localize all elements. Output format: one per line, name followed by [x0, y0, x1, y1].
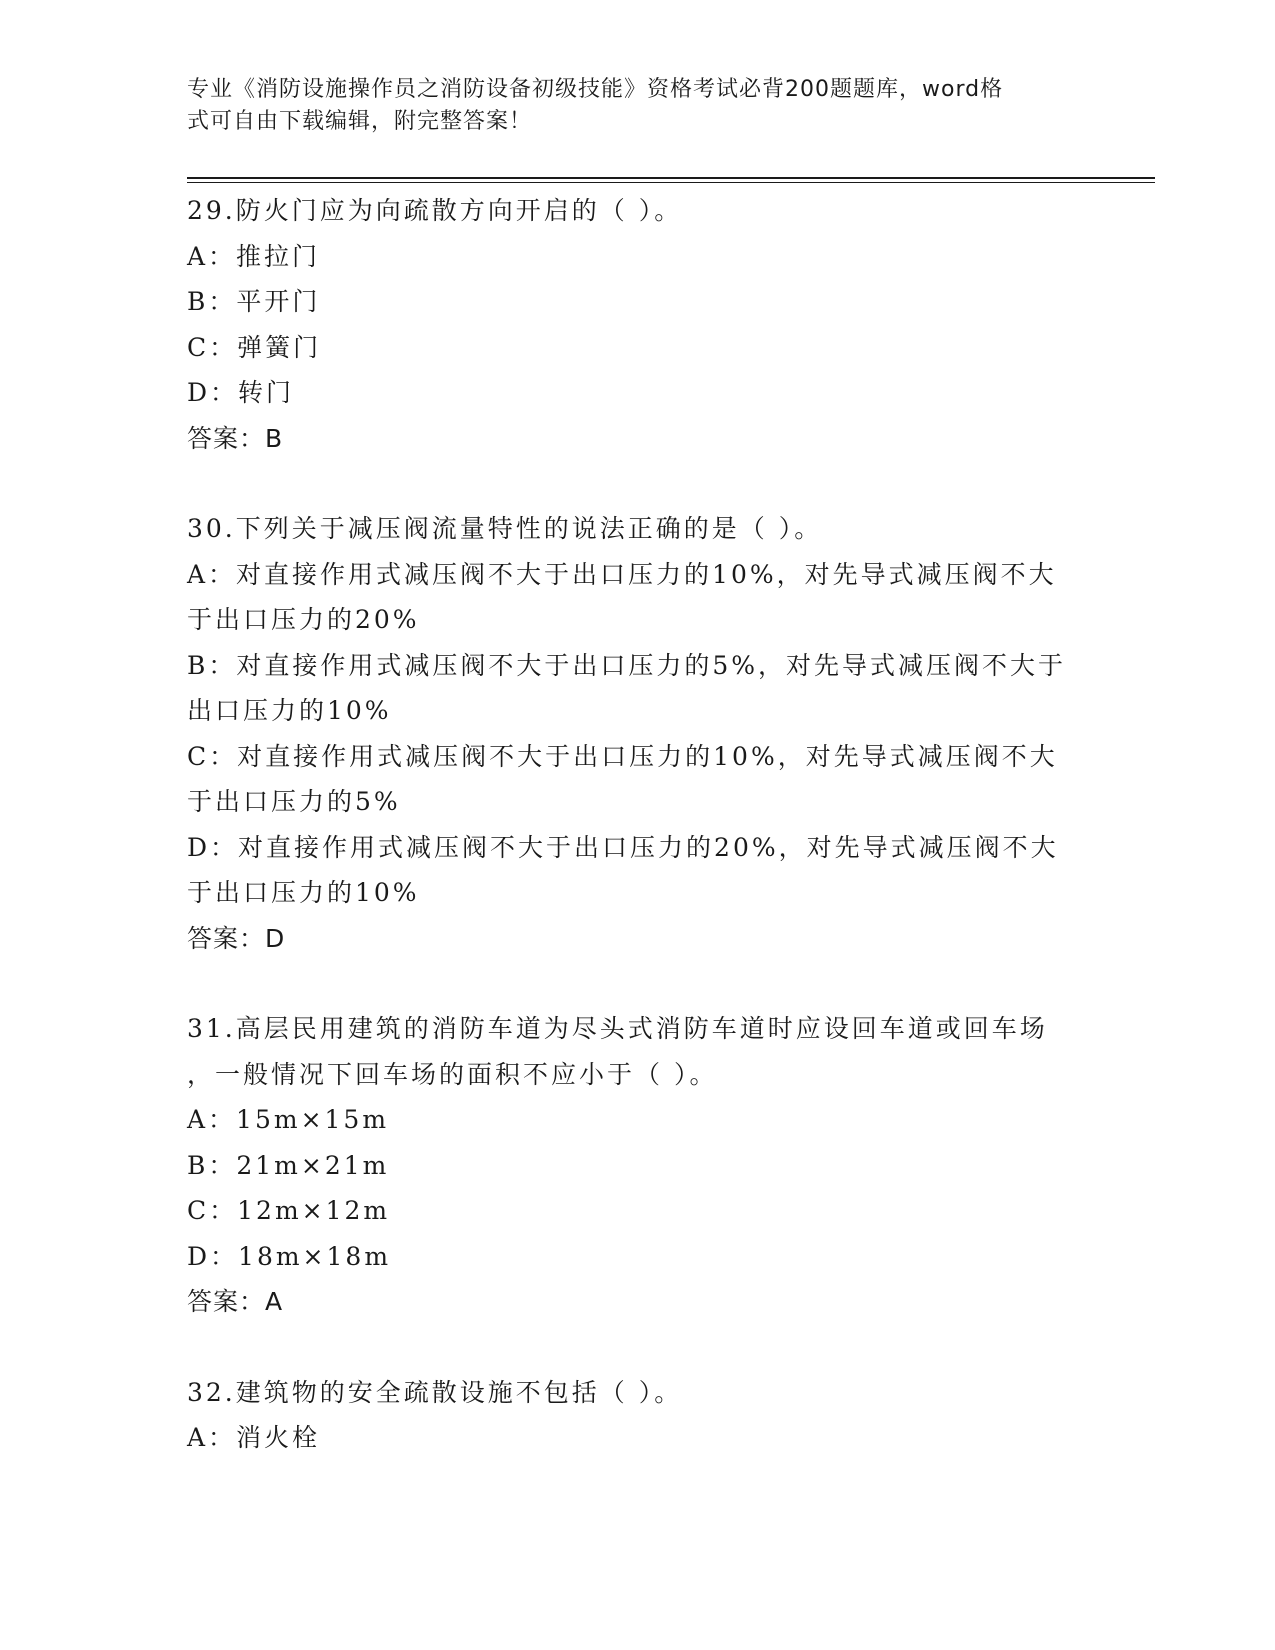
- header-divider-thick: [187, 177, 1155, 179]
- option-a: A：推拉门: [187, 241, 321, 271]
- option-d: D：转门: [187, 378, 295, 407]
- answer: 答案：B: [187, 423, 284, 453]
- option-a-continued: 于出口压力的20%: [187, 605, 420, 634]
- spacer: [187, 461, 1087, 506]
- option-d-continued: 于出口压力的10%: [187, 878, 420, 907]
- header-line-2: 式可自由下载编辑，附完整答案！: [187, 109, 533, 134]
- spacer: [187, 961, 1087, 1006]
- option-b: B：21m×21m: [187, 1150, 390, 1180]
- option-d: D：对直接作用式减压阀不大于出口压力的20%，对先导式减压阀不大: [187, 832, 1059, 862]
- question-stem: 32.建筑物的安全疏散设施不包括（ ）。: [187, 1377, 683, 1407]
- option-a: A：对直接作用式减压阀不大于出口压力的10%，对先导式减压阀不大: [187, 559, 1057, 589]
- option-c: C：对直接作用式减压阀不大于出口压力的10%，对先导式减压阀不大: [187, 741, 1058, 771]
- question-stem: 30.下列关于减压阀流量特性的说法正确的是（ ）。: [187, 514, 823, 543]
- question-stem: 31.高层民用建筑的消防车道为尽头式消防车道时应设回车道或回车场: [187, 1014, 1048, 1043]
- option-c-continued: 于出口压力的5%: [187, 787, 401, 816]
- question-29: [187, 188, 1087, 461]
- header-line-1: 专业《消防设施操作员之消防设备初级技能》资格考试必背200题题库，word格: [187, 77, 1004, 102]
- question-list: [187, 188, 1087, 1461]
- document-header: [187, 74, 1077, 138]
- question-stem: 29.防火门应为向疏散方向开启的（ ）。: [187, 196, 683, 225]
- header-divider-thin: [187, 182, 1155, 183]
- question-32: [187, 1370, 1087, 1461]
- spacer: [187, 1325, 1087, 1370]
- option-c: C：12m×12m: [187, 1196, 391, 1225]
- answer: 答案：A: [187, 1287, 284, 1316]
- question-stem-continued: ，一般情况下回车场的面积不应小于（ ）。: [187, 1059, 718, 1089]
- option-a: A：15m×15m: [187, 1105, 390, 1134]
- option-b: B：对直接作用式减压阀不大于出口压力的5%，对先导式减压阀不大于: [187, 650, 1067, 680]
- question-30: [187, 506, 1087, 961]
- option-c: C：弹簧门: [187, 332, 322, 362]
- question-31: [187, 1006, 1087, 1325]
- option-a: A：消火栓: [187, 1423, 321, 1452]
- option-b-continued: 出口压力的10%: [187, 696, 392, 725]
- answer: 答案：D: [187, 923, 286, 953]
- option-b: B：平开门: [187, 287, 321, 316]
- option-d: D：18m×18m: [187, 1241, 392, 1271]
